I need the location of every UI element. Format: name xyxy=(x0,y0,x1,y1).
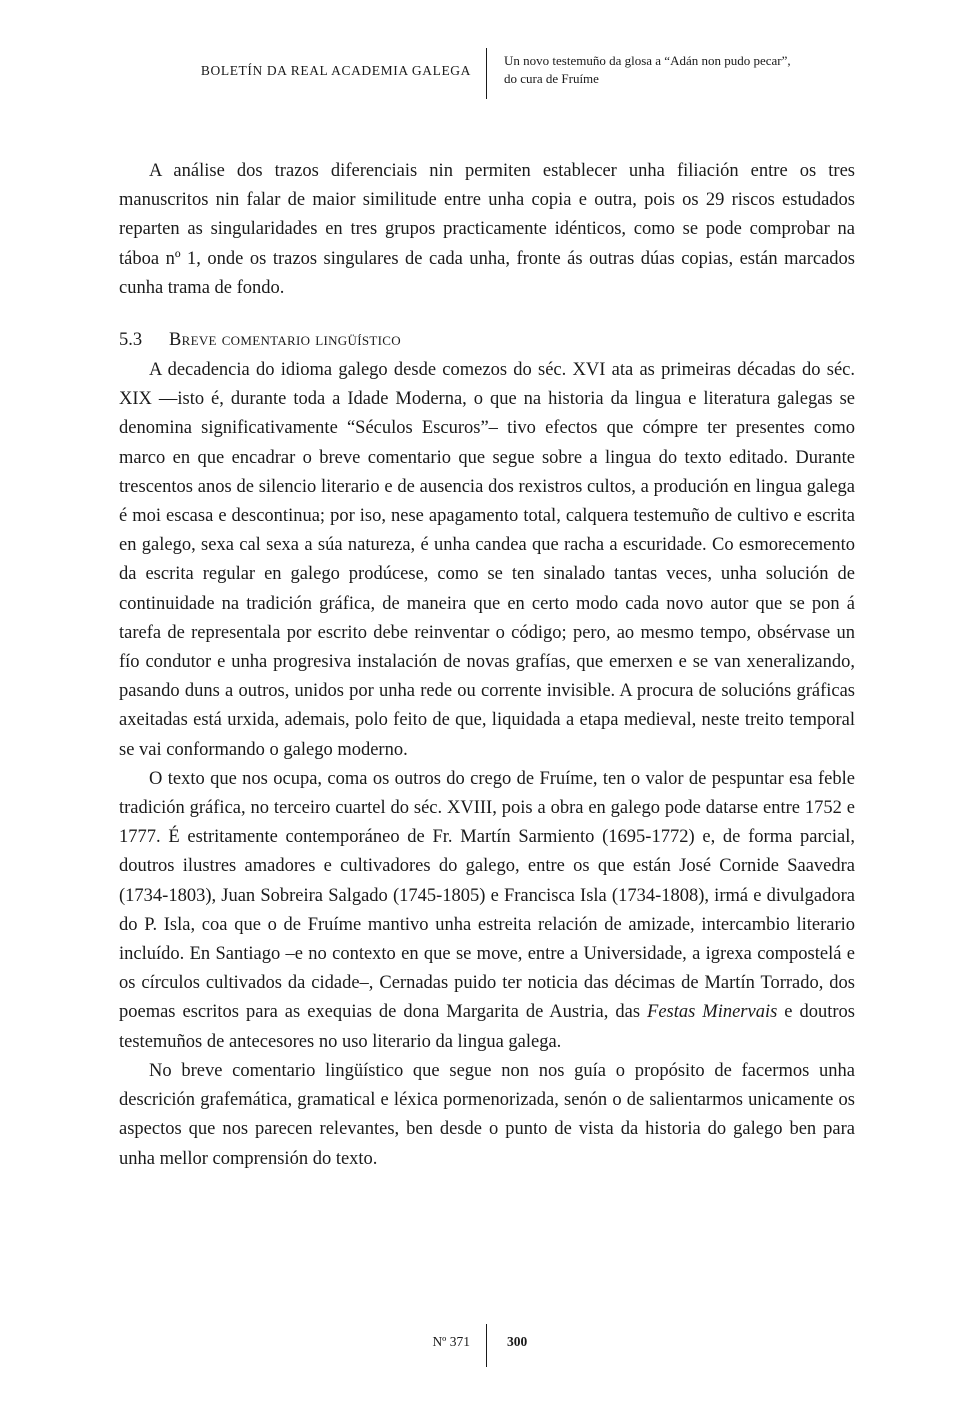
main-text xyxy=(119,157,855,1174)
section-heading xyxy=(119,327,855,353)
footer-divider xyxy=(486,1324,487,1367)
paragraph-2: A decadencia do idioma galego desde comezos do séc. XVI ata as primeiras décadas do séc. XIX —isto é, durante toda a Idade Moderna, o que na historia da lingua e literatura galegas se denomina significativamente “Séculos Escuros”– tivo efectos que cómpre ter presentes como marco en que encadrar o breve comentario que segue sobre a lingua do texto editado. Durante trescentos anos de silencio literario e de ausencia dos rexistros cultos, a produción en lingua galega é moi escasa e descontinua; por iso, nese apagamento total, calquera testemuño de cultivo e escrita en galego, sexa cal sexa a súa natureza, é unha candea que racha a escuridade. Co esmorecemento da escrita regular en galego prodúcese, como se ten sinalado tantas veces, unha solución de continuidade na tradición gráfica, de maneira que en certo modo cada novo autor que se pon á tarefa de representala por escrito debe reinventar o código; pero, ao mesmo tempo, obsérvase un fío condutor e unha progresiva instalación de novas grafías, que emerxen e se van xeneralizando, pasando duns a outros, unidos por unha rede ou corrente invisible. A procura de solucións gráficas axeitadas está urxida, ademais, polo feito de que, liquidada a etapa medieval, neste treito temporal se vai conformando o galego moderno. xyxy=(119,360,855,760)
page-number: 300 xyxy=(507,1334,528,1349)
paragraph-1: A análise dos trazos diferenciais nin permiten establecer unha filiación entre os tres manuscritos nin falar de maior similitude entre unha copia e outra, pois os 29 riscos estudados reparten as singularidades en tres grupos practicamente idénticos, como se pode comprobar na táboa nº 1, onde os trazos singulares de cada unha, fronte ás outras dúas copias, están marcados cunha trama de fondo. xyxy=(119,161,855,298)
journal-title: BOLETÍN DA REAL ACADEMIA GALEGA xyxy=(200,63,471,78)
paragraph-4: No breve comentario lingüístico que segue non nos guía o propósito de facermos unha descrición grafemática, gramatical e léxica pormenorizada, senón o de salientarmos unicamente os aspectos que nos parecen relevantes, ben desde o punto de vista da historia do galego ben para unha mellor comprensión do texto. xyxy=(119,1060,855,1169)
article-running-title xyxy=(504,52,791,88)
italic-title-festas-minervais: Festas Minervais xyxy=(647,1002,778,1023)
section-number: 5.3 xyxy=(119,330,143,351)
header-divider xyxy=(486,48,487,99)
section-title: Breve comentario lingüístico xyxy=(169,330,401,351)
paragraph-3-text-b: e doutros testemuños de antecesores no uso literario da lingua galega. xyxy=(119,1002,855,1052)
article-title-line-2: do cura de Fruíme xyxy=(504,71,599,86)
paragraph-3 xyxy=(119,765,855,1057)
article-title-line-1: Un novo testemuño da glosa a “Adán non pudo pecar”, xyxy=(504,53,791,68)
issue-number: Nº 371 xyxy=(432,1334,470,1349)
paragraph-3-text-a: O texto que nos ocupa, coma os outros do crego de Fruíme, ten o valor de pespuntar esa feble tradición gráfica, no terceiro cuartel do séc. XVIII, pois a obra en galego pode datarse entre 1752 e 1777. É estritamente contemporáneo de Fr. Martín Sarmiento (1695-1772) e, de forma parcial, doutros ilustres amadores e cultivadores do galego, entre os que están José Cornide Saavedra (1734-1803), Juan Sobreira Salgado (1745-1805) e Francisca Isla (1734-1808), irmá e divulgadora do P. Isla, coa que o de Fruíme mantivo unha estreita relación de amizade, intercambio literario incluído. En Santiago –e no contexto en que se move, entre a Universidade, a igrexa compostelá e os círculos cultivados da cidade–, Cernadas puido ter noticia das décimas de Martín Torrado, dos poemas escritos para as exequias de dona Margarita de Austria, das xyxy=(119,768,855,1023)
